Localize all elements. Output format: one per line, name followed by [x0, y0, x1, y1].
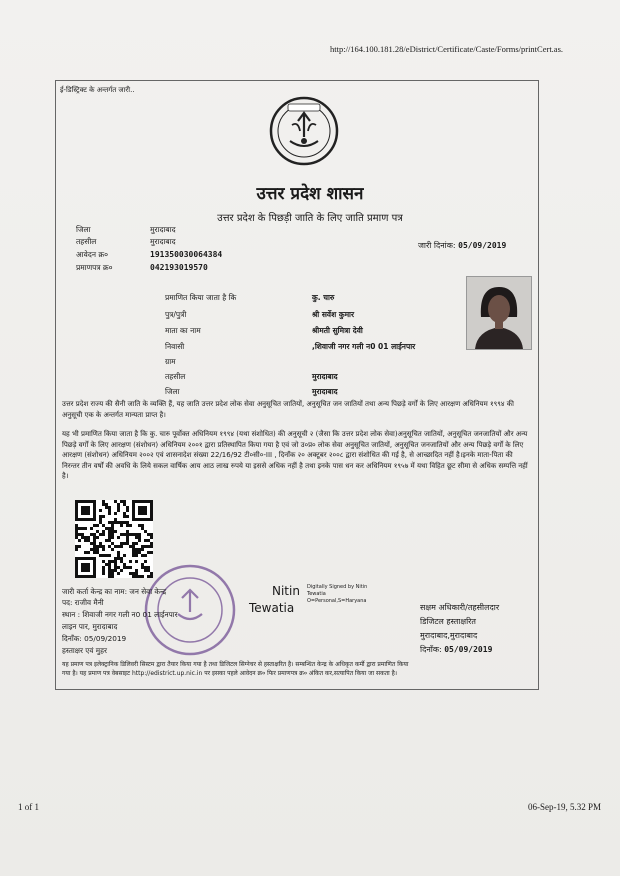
resident-address: ,शिवाजी नगर गली न0 01 लाईनपार	[312, 342, 416, 351]
certificate-no-label: प्रमाणपत्र क्र०	[76, 263, 113, 272]
print-url: http://164.100.181.28/eDistrict/Certificate/Caste/Forms/printCert.as.	[330, 44, 564, 54]
tehsil-value: मुरादाबाद	[150, 237, 176, 246]
issuer-place: स्थान : शिवाजी नगर गली न0 01 लाईनपार	[62, 610, 178, 619]
mother-name: श्रीमती सुमित्रा देवी	[312, 326, 363, 335]
resident-label: निवासी	[165, 342, 185, 351]
footnote-line-2: गया है। यह प्रमाण पत्र वेबसाइट http://edistrict.up.nic.in पर इसका पहले आवेदन क्र० फिर प्रमाणपत्र क्र० अंकित कर,सत्यापित किया जा सकता है।	[62, 670, 398, 677]
up-state-emblem-icon	[268, 95, 340, 167]
parent-label: पुत्र/पुत्री	[165, 310, 187, 319]
caste-paragraph: उत्तर प्रदेश राज्य की सैनी जाति के व्यक्ति हैं, यह जाति उत्तर प्रदेश लोक सेवा अनुसूचित जातियों, अनुसूचित जन जातियों तथा अन्य पिछड़े वर्गों के लिए आरक्षण अधिनियम १९९४ की अनुसूची एक के अन्तर्गत मान्यता प्राप्त है।	[62, 400, 514, 419]
authority-date	[420, 644, 492, 655]
issue-date-label: जारी दिनांक:	[418, 241, 456, 250]
print-timestamp: 06-Sep-19, 5.32 PM	[528, 802, 602, 812]
certificate-no-value: 042193019570	[150, 263, 208, 272]
field-district-label: जिला	[165, 387, 180, 396]
tehsil-label: तहसील	[76, 237, 97, 246]
applicant-name: कु. चारु	[312, 293, 335, 302]
digital-sign-note: Digitally Signed by Nitin	[307, 584, 368, 590]
edistrict-note: ई-डिस्ट्रिक्ट के अन्तर्गत जारी..	[60, 86, 135, 94]
applicant-photo-icon	[467, 277, 531, 349]
authority-title: सक्षम अधिकारी/तहसीलदार	[420, 603, 500, 612]
issue-date-value: 05/09/2019	[458, 241, 507, 250]
mother-label: माता का नाम	[165, 326, 201, 335]
footnote-line-1: यह प्रमाण पत्र इलेक्ट्रानिक डिलिवरी सिस्टम द्वारा तैयार किया गया है तथा डिजिटल सिग्नेचर से हस्ताक्षरित है। सम्बन्धित केन्द्र के अधिकृत कर्मी द्वारा प्रमाणित किया	[62, 661, 409, 668]
certify-label: प्रमाणित किया जाता है कि	[165, 293, 237, 302]
authority-date-label: दिनाँक:	[420, 645, 442, 654]
issuer-signature-label: हस्ताक्षर एवं मुहर	[62, 646, 107, 655]
certification-paragraph: यह भी प्रमाणित किया जाता है कि कु. चारु पूर्वोक्त अधिनियम १९९४ (यथा संशोधित) की अनुसूची २ (जैसा कि उत्तर प्रदेश लोक सेवा)अनुसूचित जातियों, अनुसूचित जनजातियों और अन्य पिछड़े वर्गों के लिए आरक्षण (संशोधन) अधिनियम २००१ द्वारा प्रतिस्थापित किया गया है एवं जो उ०प्र० लोक सेवा अनुसूचित जातियों, अनुसूचित जनजातियों और अन्य पिछड़े वर्गों के लिए आरक्षण (संशोधन) अधिनियम २००२ एवं शासनादेश संख्या 22/16/92 टी०सी०-III , दिनाँक २० अक्टूबर २००८ द्वारा संशोधित की गई है, से आच्छादित नहीं है।इनके माता-पिता की निरन्तर तीन वर्षों की अवधि के लिये सकल वार्षिक आय आठ लाख रुपये या इससे अधिक नहीं है तथा इनके पास धन कर अधिनियम १९५७ में यथा विहित छूट सीमा से अधिक सम्पत्ति नहीं है।	[62, 430, 528, 480]
signer-first-name: Nitin	[272, 584, 300, 598]
issuer-centre: जारी कर्ता केन्द्र का नाम: जन सेवा केन्द्र	[62, 587, 167, 596]
issuer-date: दिनाँक: 05/09/2019	[62, 634, 127, 643]
authority-date-value: 05/09/2019	[444, 645, 493, 654]
issuer-post: पद: राजीव मैनी	[62, 598, 104, 607]
issuer-locality: लाइन पार, मुरादाबाद	[62, 622, 118, 631]
digital-sign-note-org: O=Personal,S=Haryana	[307, 598, 367, 604]
certificate-subtitle: उत्तर प्रदेश के पिछड़ी जाति के लिए जाति प्रमाण पत्र	[217, 213, 403, 224]
village-label: ग्राम	[165, 357, 176, 366]
authority-digital: डिजिटल हस्ताक्षरित	[420, 617, 476, 626]
signer-last-name: Tewatia	[249, 601, 295, 615]
father-name: श्री सर्वेश कुमार	[312, 310, 355, 319]
field-tehsil-value: मुरादाबाद	[312, 372, 338, 381]
certificate-title: उत्तर प्रदेश शासन	[256, 184, 364, 204]
district-value: मुरादाबाद	[150, 225, 176, 234]
print-page-number: 1 of 1	[18, 802, 39, 812]
applicant-photo	[466, 276, 532, 350]
district-label: जिला	[76, 225, 91, 234]
field-district-value: मुरादाबाद	[312, 387, 338, 396]
digital-sign-note-name: Tewatia	[307, 591, 326, 597]
application-no-value: 191350030064384	[150, 250, 223, 259]
certificate-frame	[55, 80, 539, 690]
field-tehsil-label: तहसील	[165, 372, 186, 381]
authority-location: मुरादाबाद,मुरादाबाद	[420, 631, 478, 640]
application-no-label: आवेदन क्र०	[76, 250, 109, 259]
issue-date	[418, 240, 506, 251]
